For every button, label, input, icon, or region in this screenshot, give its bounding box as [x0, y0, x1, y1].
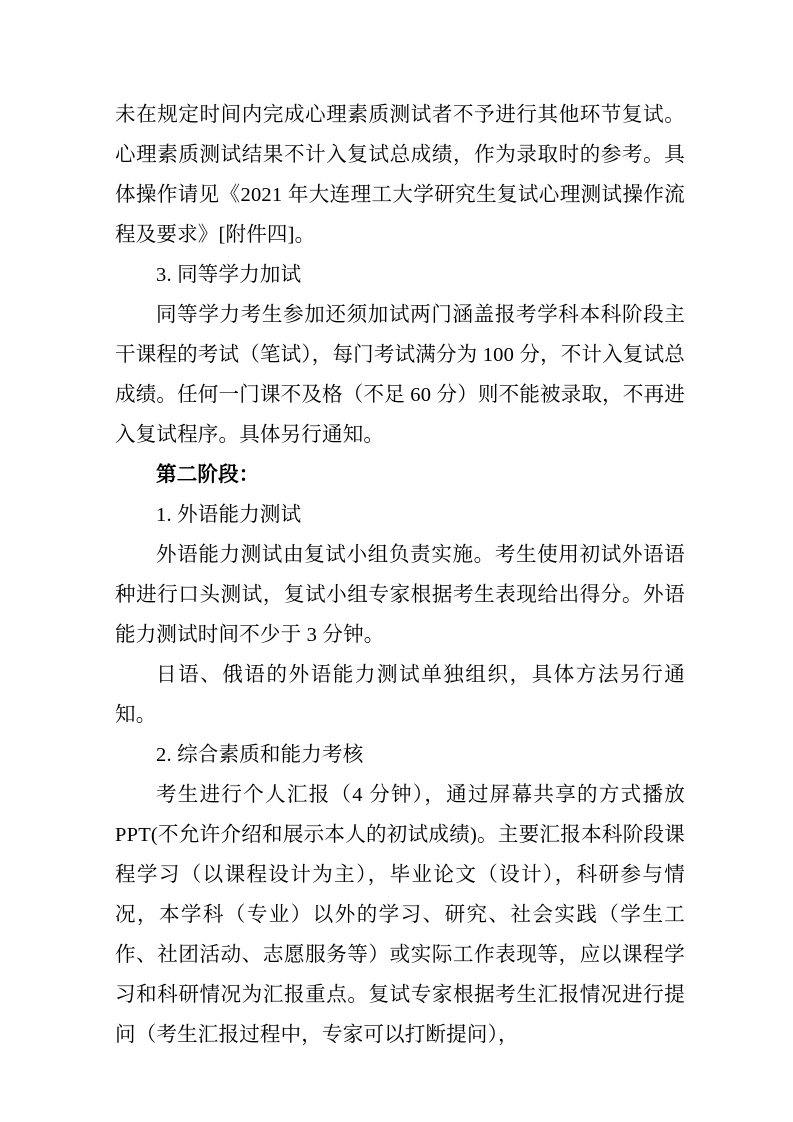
paragraph-continuation: 未在规定时间内完成心理素质测试者不予进行其他环节复试。心理素质测试结果不计入复试总成绩，作为录取时的参考。具体操作请见《2021 年大连理工大学研究生复试心理测试操作流程及要求》[附件四]。 [115, 104, 685, 246]
document-body [115, 95, 685, 1055]
paragraph-comprehensive-assessment-detail: 考生进行个人汇报（4 分钟），通过屏幕共享的方式播放 PPT(不允许介绍和展示本人的初试成绩)。主要汇报本科阶段课程学习（以课程设计为主），毕业论文（设计），科研参与情况，本学科（专业）以外的学习、研究、社会实践（学生工作、社团活动、志愿服务等）或实际工作表现等，应以课程学习和科研情况为汇报重点。复试专家根据考生汇报情况进行提问（考生汇报过程中，专家可以打断提问）， [115, 784, 685, 1046]
paragraph-japanese-russian-note: 日语、俄语的外语能力测试单独组织，具体方法另行通知。 [115, 664, 685, 726]
paragraph-item-2-comprehensive-assessment: 2. 综合素质和能力考核 [156, 744, 364, 766]
heading-stage-two: 第二阶段： [156, 464, 260, 486]
paragraph-foreign-language-detail: 外语能力测试由复试小组负责实施。考生使用初试外语语种进行口头测试，复试小组专家根据考生表现给出得分。外语能力测试时间不少于 3 分钟。 [115, 544, 685, 646]
paragraph-equivalent-education-detail: 同等学力考生参加还须加试两门涵盖报考学科本科阶段主干课程的考试（笔试），每门考试满分为 100 分，不计入复试总成绩。任何一门课不及格（不足 60 分）则不能被录取，不再进入复试程序。具体另行通知。 [115, 304, 685, 446]
paragraph-item-3-equivalent-education-test: 3. 同等学力加试 [156, 264, 302, 286]
paragraph-item-1-foreign-language-test: 1. 外语能力测试 [156, 504, 302, 526]
